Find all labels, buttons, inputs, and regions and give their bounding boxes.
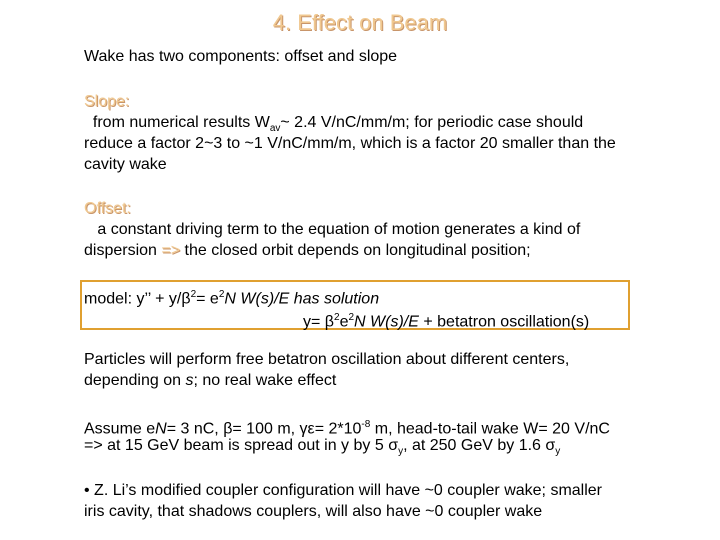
bullet-line-2: iris cavity, that shadows couplers, will also have ~0 coupler wake [84, 503, 543, 520]
intro-text: Wake has two components: offset and slope [84, 48, 398, 65]
offset-line-2: dispersion => the closed orbit depends on longitudinal position; [84, 242, 531, 259]
particles-line-1: Particles will perform free betatron oscillation about different centers, [84, 351, 570, 368]
assume-line-2: => at 15 GeV beam is spread out in y by 5 $\sigma_y$, at 250 GeV by 1.6 $\sigma_y$ [84, 437, 561, 458]
slope-heading: Slope: [84, 93, 130, 110]
bullet-line-1: • Z. Li’s modified coupler configuration will have ~0 coupler wake; smaller [84, 482, 602, 499]
implies-arrow: => [161, 242, 181, 259]
assume-line-1: Assume eN= 3 nC, β= 100 m, $\gamma\varepsilon= 2*10^{-8}$ m, head-to-tail wake W= 20 V/nC [84, 419, 610, 438]
particles-line-2: depending on s; no real wake effect [84, 372, 337, 389]
offset-heading: Offset: [84, 200, 131, 217]
offset-line-1: a constant driving term to the equation of motion generates a kind of [97, 221, 581, 238]
slope-line-3: cavity wake [84, 156, 167, 173]
page-title: 4. Effect on Beam [272, 10, 448, 35]
slope-line-2: reduce a factor 2~3 to ~1 V/nC/mm/m, which is a factor 20 smaller than the [84, 135, 616, 152]
slope-line-1: from numerical results $W_{av}\sim$ 2.4 V/nC/mm/m; for periodic case should [92, 114, 584, 135]
model-line-1: model: y’’ + $y/\beta^2= e^2N$ W(s)/E has solution [84, 289, 380, 308]
model-line-2: $y= \beta^2e^2N$ W(s)/E + betatron oscillation(s) [303, 312, 590, 331]
